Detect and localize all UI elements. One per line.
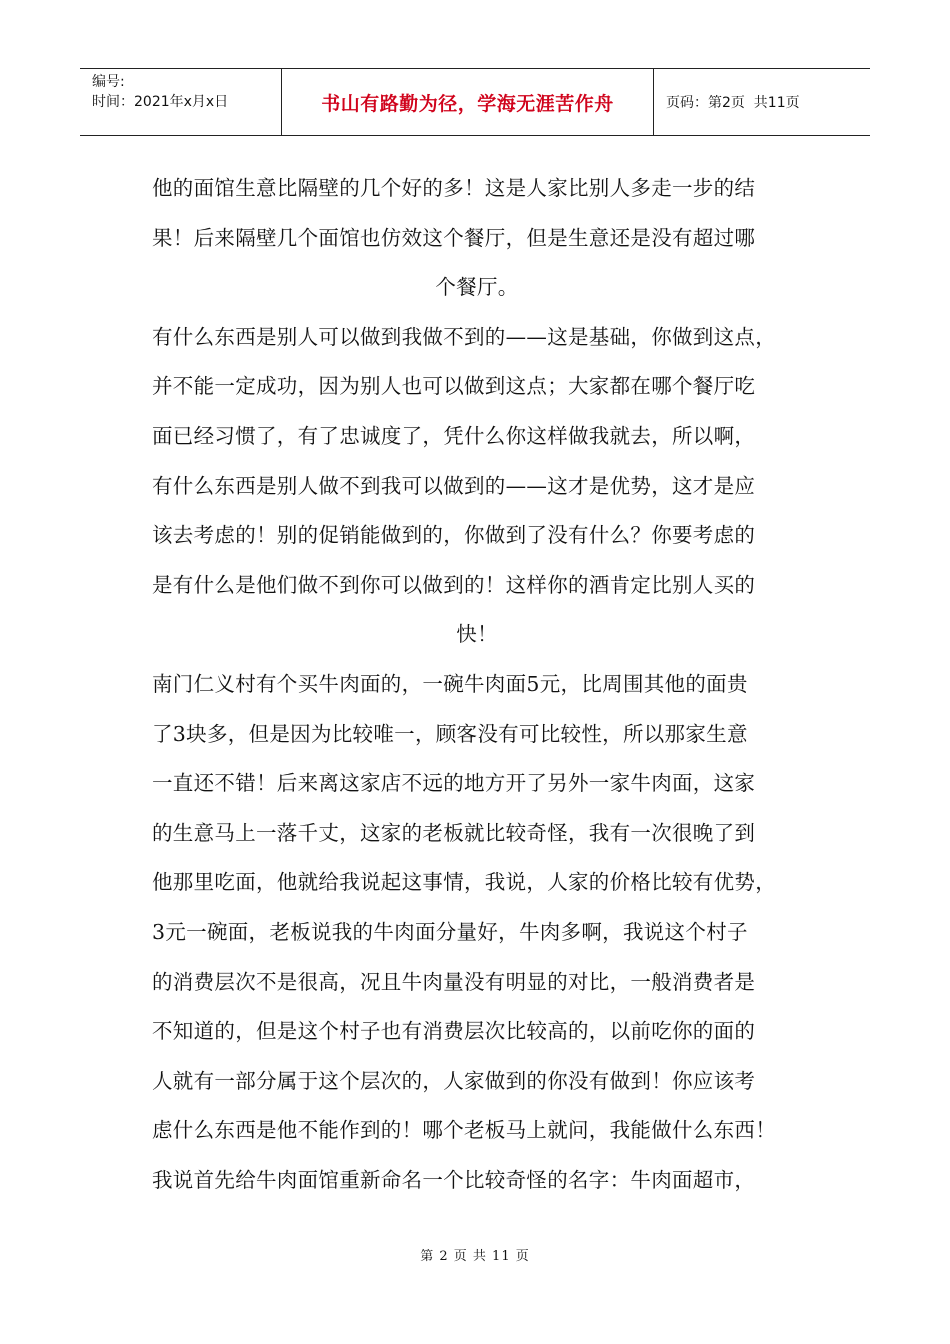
document-date-label: 时间：2021年x月x日 bbox=[92, 94, 229, 110]
page-header bbox=[80, 68, 870, 136]
body-line: 我说首先给牛肉面馆重新命名一个比较奇怪的名字：牛肉面超市， bbox=[152, 1167, 756, 1192]
header-motto-cell bbox=[282, 69, 654, 135]
header-motto: 书山有路勤为径，学海无涯苦作舟 bbox=[321, 92, 614, 115]
body-line: 他的面馆生意比隔壁的几个好的多！这是人家比别人多走一步的结 bbox=[152, 176, 756, 200]
footer-page-number: 第 2 页 共 11 页 bbox=[420, 1249, 530, 1264]
body-line: 虑什么东西是他不能作到的！哪个老板马上就问，我能做什么东西！ bbox=[152, 1118, 776, 1143]
body-line: 南门仁义村有个买牛肉面的，一碗牛肉面5元，比周围其他的面贵 bbox=[152, 671, 748, 696]
body-line: 有什么东西是别人做不到我可以做到的——这才是优势，这才是应 bbox=[152, 473, 756, 498]
body-line: 他那里吃面，他就给我说起这事情，我说，人家的价格比较有优势， bbox=[152, 870, 776, 895]
body-line: 该去考虑的！别的促销能做到的，你做到了没有什么？你要考虑的 bbox=[152, 523, 756, 548]
body-line: 的消费层次不是很高，况且牛肉量没有明显的对比，一般消费者是 bbox=[152, 969, 756, 994]
body-line: 一直还不错！后来离这家店不远的地方开了另外一家牛肉面，这家 bbox=[152, 771, 756, 796]
header-page-number: 页码：第2页 共11页 bbox=[666, 95, 800, 111]
header-page-cell bbox=[654, 69, 870, 135]
body-line: 果！后来隔壁几个面馆也仿效这个餐厅，但是生意还是没有超过哪 bbox=[152, 225, 756, 250]
body-line: 有什么东西是别人可以做到我做不到的——这是基础，你做到这点， bbox=[152, 324, 776, 349]
body-line: 3元一碗面，老板说我的牛肉面分量好，牛肉多啊，我说这个村子 bbox=[152, 919, 748, 944]
body-line: 快！ bbox=[456, 622, 498, 647]
body-line: 的生意马上一落千丈，这家的老板就比较奇怪，我有一次很晚了到 bbox=[152, 820, 756, 845]
body-line: 人就有一部分属于这个层次的，人家做到的你没有做到！你应该考 bbox=[152, 1068, 756, 1093]
page-footer bbox=[0, 1245, 950, 1264]
body-line: 个餐厅。 bbox=[435, 275, 519, 300]
body-line: 不知道的，但是这个村子也有消费层次比较高的，以前吃你的面的 bbox=[152, 1019, 756, 1044]
document-body bbox=[152, 164, 802, 1205]
body-line: 是有什么是他们做不到你可以做到的！这样你的酒肯定比别人买的 bbox=[152, 572, 756, 597]
body-line: 面已经习惯了，有了忠诚度了，凭什么你这样做我就去，所以啊， bbox=[152, 423, 756, 448]
document-number-label: 编号: bbox=[92, 74, 125, 90]
header-meta-cell bbox=[80, 69, 282, 135]
body-line: 并不能一定成功，因为别人也可以做到这点；大家都在哪个餐厅吃 bbox=[152, 374, 756, 399]
body-line: 了3块多，但是因为比较唯一，顾客没有可比较性，所以那家生意 bbox=[152, 721, 748, 746]
